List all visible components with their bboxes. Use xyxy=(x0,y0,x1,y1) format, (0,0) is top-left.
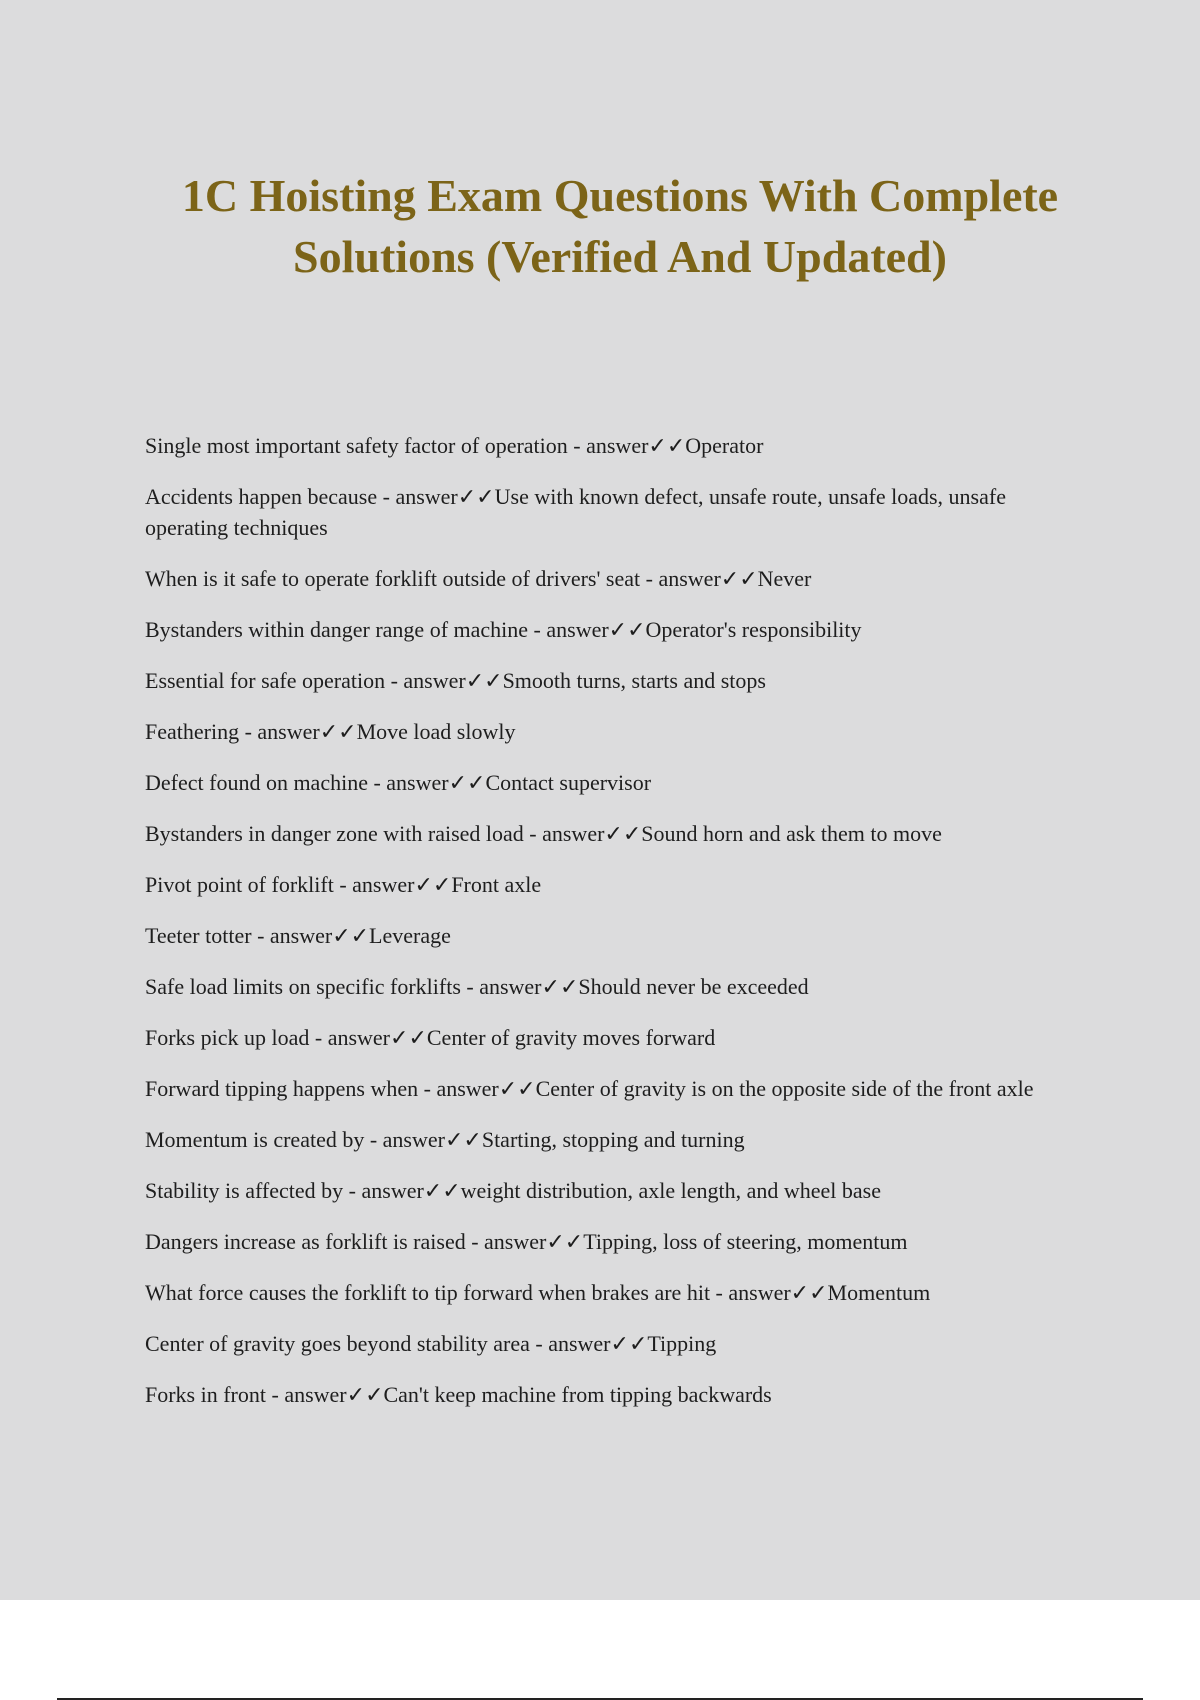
qa-item: Defect found on machine - answer✓✓Contact supervisor xyxy=(145,770,652,795)
qa-item: Bystanders in danger zone with raised load - answer✓✓Sound horn and ask them to move xyxy=(145,821,942,846)
qa-item: Teeter totter - answer✓✓Leverage xyxy=(145,923,451,948)
qa-item: Bystanders within danger range of machine - answer✓✓Operator's responsibility xyxy=(145,617,862,642)
qa-item: Momentum is created by - answer✓✓Starting, stopping and turning xyxy=(145,1127,745,1152)
qa-item: Stability is affected by - answer✓✓weight distribution, axle length, and wheel base xyxy=(145,1178,882,1203)
qa-item: Safe load limits on specific forklifts - answer✓✓Should never be exceeded xyxy=(145,974,809,999)
qa-item: Forks pick up load - answer✓✓Center of gravity moves forward xyxy=(145,1025,716,1050)
qa-item: Pivot point of forklift - answer✓✓Front axle xyxy=(145,872,542,897)
qa-list xyxy=(145,430,1080,1430)
qa-item: Dangers increase as forklift is raised - answer✓✓Tipping, loss of steering, momentum xyxy=(145,1229,908,1254)
qa-item: Essential for safe operation - answer✓✓Smooth turns, starts and stops xyxy=(145,668,766,693)
qa-item: What force causes the forklift to tip forward when brakes are hit - answer✓✓Momentum xyxy=(145,1280,931,1305)
qa-item: Forks in front - answer✓✓Can't keep machine from tipping backwards xyxy=(145,1382,772,1407)
document-title: 1C Hoisting Exam Questions With Complete Solutions (Verified And Updated) xyxy=(181,170,1059,282)
qa-item: Single most important safety factor of operation - answer✓✓Operator xyxy=(145,433,764,458)
qa-item: When is it safe to operate forklift outside of drivers' seat - answer✓✓Never xyxy=(145,566,812,591)
qa-item: Forward tipping happens when - answer✓✓Center of gravity is on the opposite side of the front axle xyxy=(145,1076,1034,1101)
qa-item: Feathering - answer✓✓Move load slowly xyxy=(145,719,516,744)
qa-item: Accidents happen because - answer✓✓Use with known defect, unsafe route, unsafe loads, unsafe operating techniques xyxy=(145,484,1006,540)
qa-item: Center of gravity goes beyond stability area - answer✓✓Tipping xyxy=(145,1331,717,1356)
